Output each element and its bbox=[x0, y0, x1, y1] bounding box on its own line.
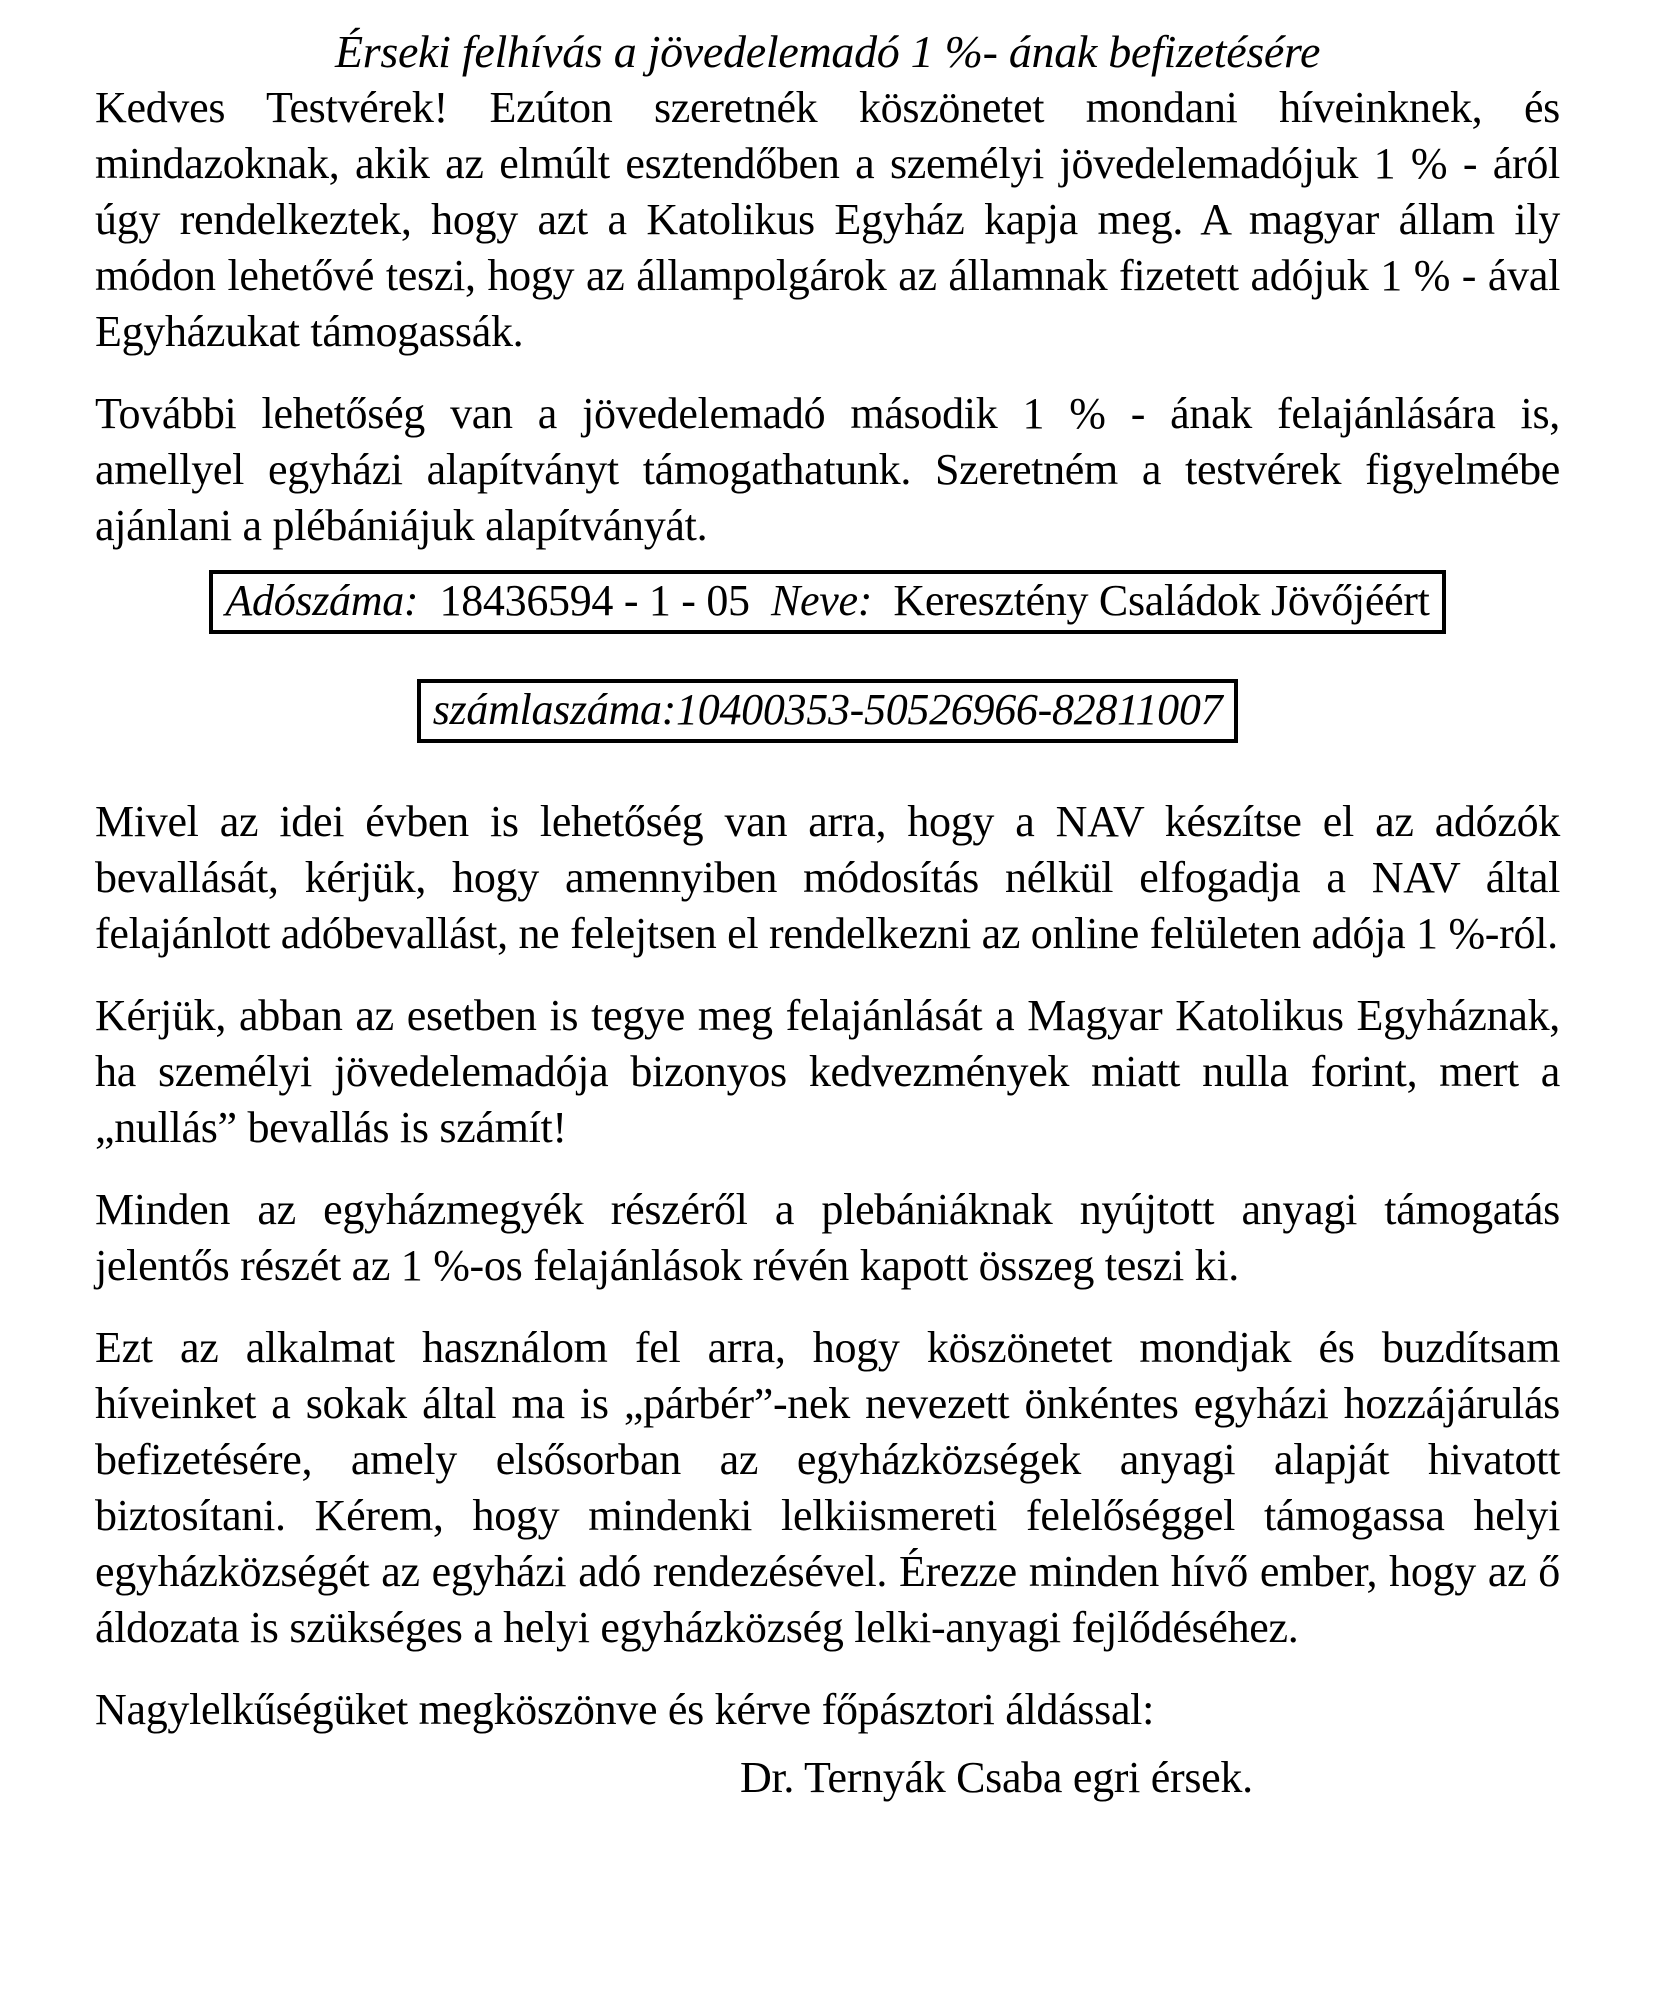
foundation-name-value: Keresztény Családok Jövőjéért bbox=[893, 576, 1430, 625]
document-title: Érseki felhívás a jövedelemadó 1 %- ának befizetésére bbox=[334, 26, 1321, 77]
tax-number-value: 18436594 - 1 - 05 bbox=[439, 576, 750, 625]
paragraph-intro-thanks: Kedves Testvérek! Ezúton szeretnék köszönetet mondani híveinknek, és mindazoknak, akik az elmúlt esztendőben a személyi jövedelemadójuk 1 % - áról úgy rendelkeztek, hogy azt a Katolikus Egyház kapja meg. A magyar állam ily módon lehetővé teszi, hogy az állampolgárok az államnak fizetett adójuk 1 % - ával Egyházukat támogassák. bbox=[95, 83, 1560, 356]
paragraph-nav-declaration: Mivel az idei évben is lehetőség van arra, hogy a NAV készítse el az adózók bevallását, kérjük, hogy amennyiben módosítás nélkül elfogadja a NAV által felajánlott adóbevallást, ne felejtsen el rendelkezni az online felületen adója 1 %-ról. bbox=[95, 797, 1560, 958]
account-number-box: számlaszáma:10400353-50526966-82811007 bbox=[417, 679, 1239, 743]
foundation-name-label: Neve: bbox=[771, 576, 873, 625]
tax-number-box bbox=[209, 570, 1445, 634]
tax-number-row bbox=[95, 570, 1560, 634]
paragraph-voluntary-contribution: Ezt az alkalmat használom fel arra, hogy köszönetet mondjak és buzdítsam híveinket a sokak által ma is „párbér”-nek nevezett önkéntes egyházi hozzájárulás befizetésére, amely elsősorban az egyházközségek anyagi alapját hivatott biztosítani. Kérem, hogy mindenki lelkiismereti felelőséggel támogassa helyi egyházközségét az egyházi adó rendezésével. Érezze minden hívő ember, hogy az ő áldozata is szükséges a helyi egyházközség lelki-anyagi fejlődéséhez. bbox=[95, 1323, 1560, 1652]
paragraph-second-one-percent: További lehetőség van a jövedelemadó második 1 % - ának felajánlására is, amellyel egyházi alapítványt támogathatunk. Szeretném a testvérek figyelmébe ajánlani a plébániájuk alapítványát. bbox=[95, 389, 1560, 550]
tax-number-label: Adószáma: bbox=[225, 576, 419, 625]
signature-line: Dr. Ternyák Csaba egri érsek. bbox=[740, 1753, 1253, 1802]
paragraph-zero-declaration: Kérjük, abban az esetben is tegye meg felajánlását a Magyar Katolikus Egyháznak, ha személyi jövedelemadója bizonyos kedvezmények miatt nulla forint, mert a „nullás” bevallás is számít! bbox=[95, 991, 1560, 1152]
paragraph-diocese-support: Minden az egyházmegyék részéről a plebániáknak nyújtott anyagi támogatás jelentős részét az 1 %-os felajánlások révén kapott összeg teszi ki. bbox=[95, 1185, 1560, 1290]
closing-line: Nagylelkűségüket megköszönve és kérve főpásztori áldással: bbox=[95, 1685, 1155, 1734]
account-number-row bbox=[95, 679, 1560, 743]
